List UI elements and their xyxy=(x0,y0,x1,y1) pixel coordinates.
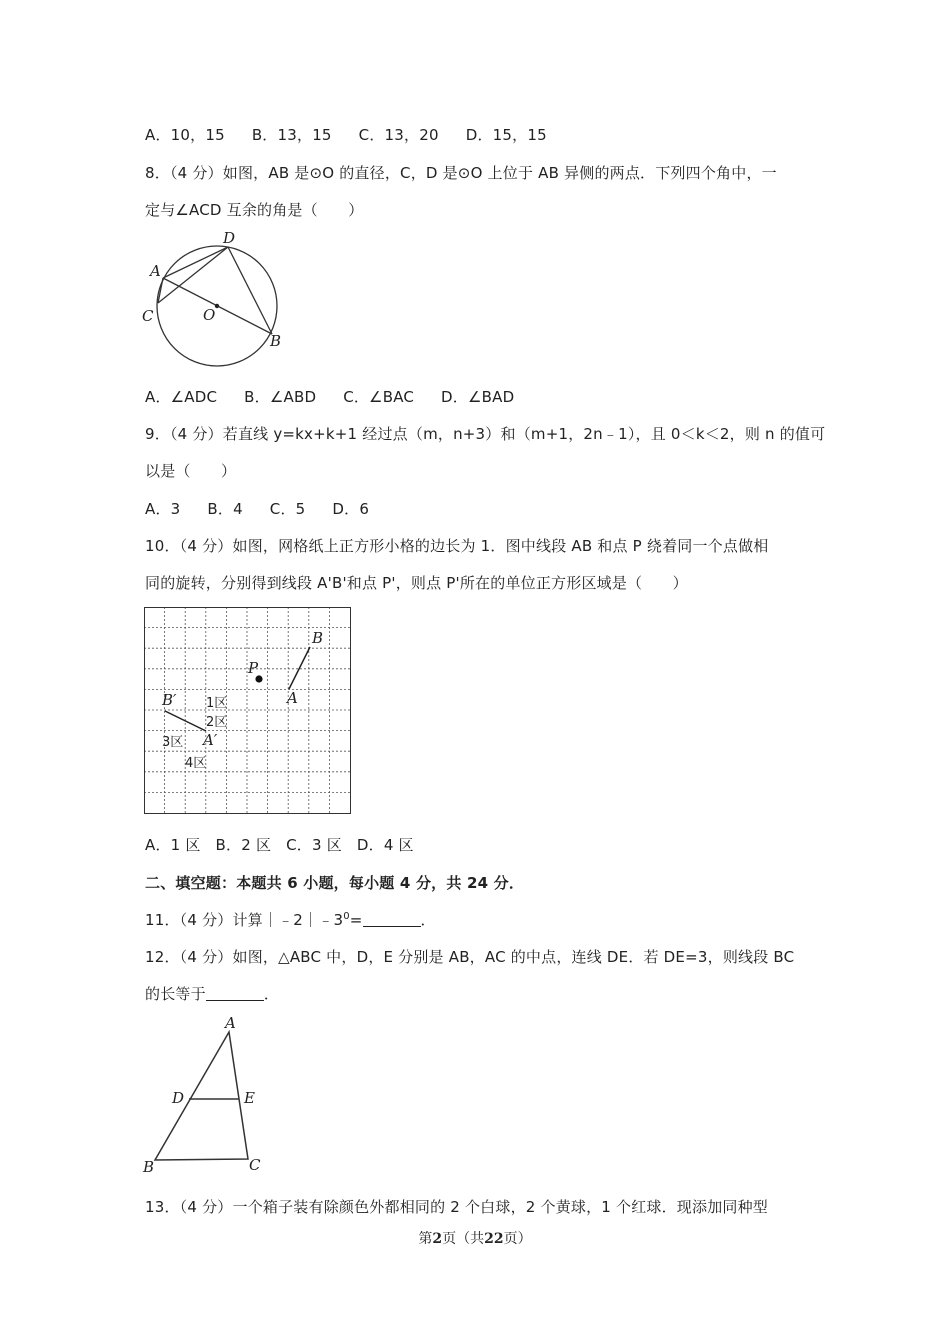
footer-total: 22 xyxy=(484,1231,504,1247)
label-a: A xyxy=(150,262,161,280)
q9-option-b: B．4 xyxy=(207,500,243,518)
q10-option-d: D．4 区 xyxy=(356,836,414,854)
q9-text-line1: 9．（4 分）若直线 y=kx+k+1 经过点（m，n+3）和（m+1，2n﹣1），且 0＜k＜2，则 n 的值可 xyxy=(145,425,826,443)
q11-answer-blank[interactable] xyxy=(363,912,421,927)
q9-option-c: C．5 xyxy=(269,500,306,518)
label-d: D xyxy=(223,229,236,247)
region-3: 3区 xyxy=(162,735,184,750)
footer-page: 2 xyxy=(432,1231,443,1247)
q8-option-c: C．∠BAC xyxy=(343,388,415,406)
q8-option-d: D．∠BAD xyxy=(441,388,515,406)
q12-text-line1: 12．（4 分）如图，△ABC 中，D，E 分别是 AB，AC 的中点，连线 DE．若 DE=3，则线段 BC xyxy=(145,948,795,966)
q8-circle-figure xyxy=(135,228,295,370)
q11-exponent: 0 xyxy=(343,911,350,922)
q11-equals: = xyxy=(349,911,363,929)
segment-ab xyxy=(289,647,310,689)
footer-mid: 页（共 xyxy=(442,1231,485,1247)
q7-options xyxy=(145,124,569,145)
label-e: E xyxy=(244,1089,255,1107)
q10-grid-figure xyxy=(144,607,352,815)
q9-options xyxy=(145,498,391,519)
label-a-prime: A′ xyxy=(203,731,218,749)
q8-text-line1: 8．（4 分）如图，AB 是⊙O 的直径，C，D 是⊙O 上位于 AB 异侧的两点．下列四个角中，一 xyxy=(145,164,777,182)
label-o: O xyxy=(203,306,216,324)
label-b-prime: B′ xyxy=(162,691,177,709)
label-b: B xyxy=(143,1158,155,1176)
q10-options xyxy=(145,834,436,855)
section-2-heading: 二、填空题：本题共 6 小题，每小题 4 分，共 24 分． xyxy=(145,874,525,892)
q12-triangle-figure xyxy=(138,1012,268,1177)
label-b: B xyxy=(270,332,282,350)
q8-option-b: B．∠ABD xyxy=(244,388,317,406)
label-p: P xyxy=(248,659,259,677)
q12-prefix: 的长等于 xyxy=(145,985,206,1003)
q9-option-d: D．6 xyxy=(332,500,370,518)
page-footer xyxy=(0,1228,950,1248)
q11-prefix: 11．（4 分）计算｜﹣2｜﹣3 xyxy=(145,911,344,929)
q7-option-d: D．15，15 xyxy=(465,126,547,144)
q8-options xyxy=(145,386,536,407)
footer-pre: 第 xyxy=(418,1231,433,1247)
label-b: B xyxy=(312,629,324,647)
region-4: 4区 xyxy=(185,756,207,771)
label-c: C xyxy=(142,307,154,325)
center-dot xyxy=(215,304,219,308)
q10-option-b: B．2 区 xyxy=(215,836,272,854)
triangle-abc xyxy=(155,1032,248,1160)
label-d: D xyxy=(172,1089,185,1107)
q7-option-c: C．13，20 xyxy=(358,126,439,144)
q7-option-a: A．10，15 xyxy=(145,126,225,144)
q9-option-a: A．3 xyxy=(145,500,181,518)
q9-text-line2: 以是（ ） xyxy=(145,462,237,480)
q12-text-line2 xyxy=(145,983,279,1004)
q12-answer-blank[interactable] xyxy=(206,986,264,1001)
q10-text-line2: 同的旋转，分别得到线段 A'B'和点 P'，则点 P'所在的单位正方形区域是（ ） xyxy=(145,574,688,592)
q13-text-line1: 13．（4 分）一个箱子装有除颜色外都相同的 2 个白球，2 个黄球，1 个红球．现添加同种型 xyxy=(145,1198,769,1216)
label-c: C xyxy=(249,1156,261,1174)
q8-option-a: A．∠ADC xyxy=(145,388,218,406)
q8-text-line2: 定与∠ACD 互余的角是（ ） xyxy=(145,201,364,219)
region-2: 2区 xyxy=(206,715,228,730)
q10-option-c: C．3 区 xyxy=(286,836,342,854)
q11-end: ． xyxy=(420,911,436,929)
segment-db xyxy=(228,247,272,334)
q10-option-a: A．1 区 xyxy=(145,836,201,854)
q11-text xyxy=(145,909,436,930)
label-a: A xyxy=(287,689,298,707)
region-1: 1区 xyxy=(206,696,228,711)
q7-option-b: B．13，15 xyxy=(251,126,332,144)
q10-text-line1: 10．（4 分）如图，网格纸上正方形小格的边长为 1．图中线段 AB 和点 P 绕着同一个点做相 xyxy=(145,537,769,555)
q12-end: ． xyxy=(263,985,280,1003)
footer-post: 页） xyxy=(503,1231,532,1247)
label-a: A xyxy=(225,1014,236,1032)
